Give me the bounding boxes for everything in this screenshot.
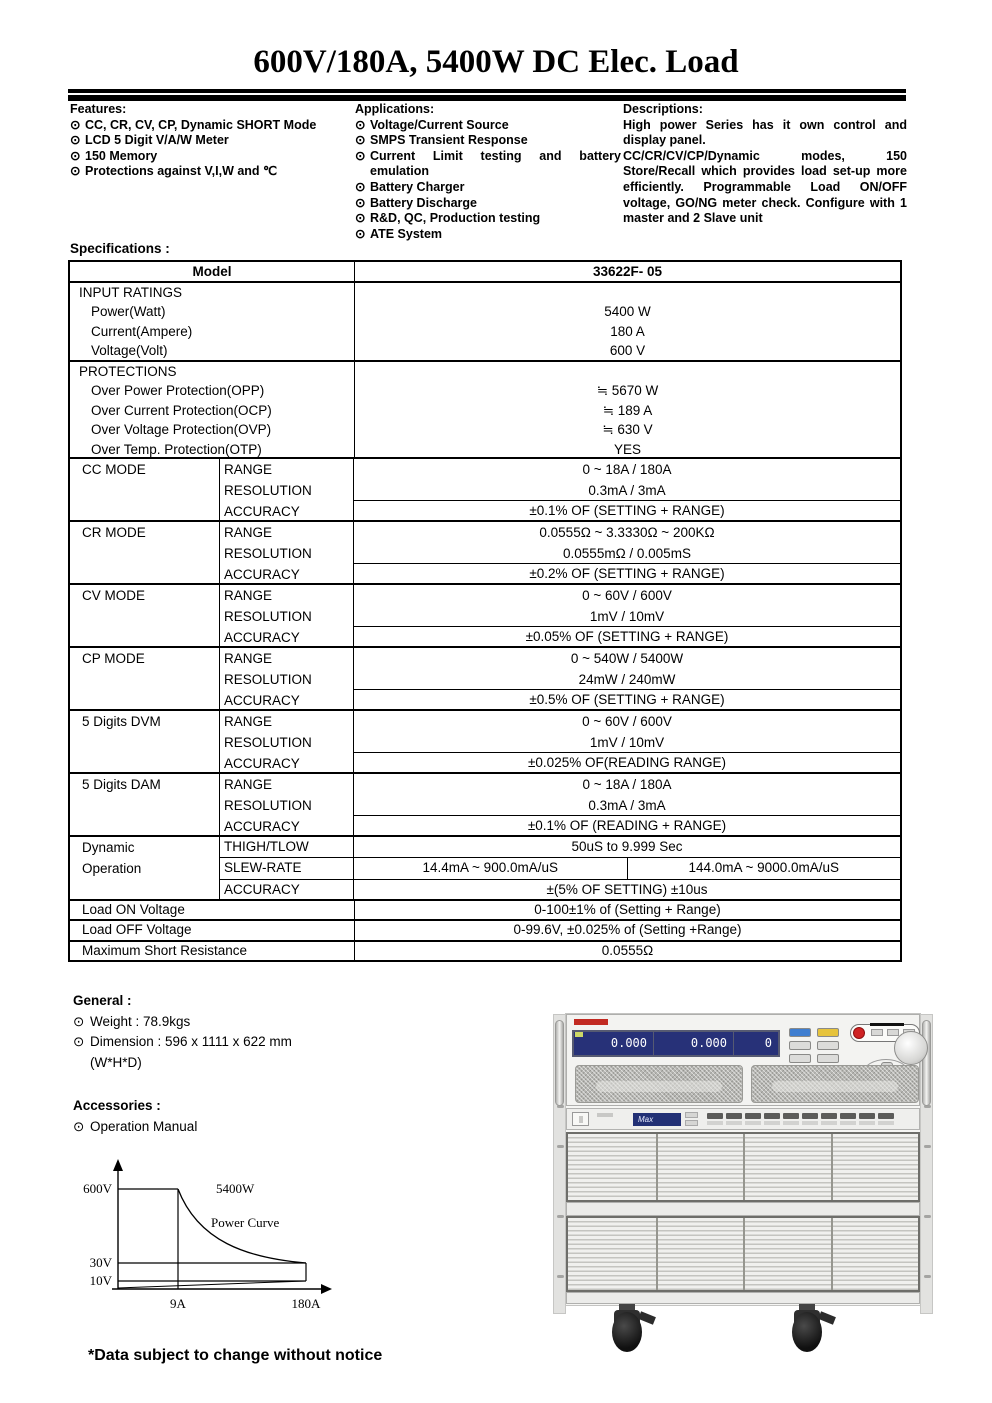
display-indicator-icon <box>575 1032 583 1037</box>
descriptions-paragraph: CC/CR/CV/CP/Dynamic modes, 150 Store/Recall which provides load set-up more efficiently. Programmable Load ON/OFF voltage, GO/NG meter check. Configure with 1 master and 2 Slave unit <box>623 148 907 226</box>
panel-button <box>789 1041 811 1050</box>
row-value: 50uS to 9.999 Sec <box>571 839 683 854</box>
strip-button-row <box>726 1121 742 1125</box>
mode-range: 0.0555Ω ~ 3.3330Ω ~ 200KΩ <box>539 525 715 540</box>
display-segment: 0 <box>764 1036 772 1050</box>
row-value: 0-100±1% of (Setting + Range) <box>534 902 721 917</box>
handle-right <box>922 1020 931 1106</box>
accessories-heading: Accessories : <box>73 1098 161 1113</box>
mode-accuracy: ±0.2% OF (SETTING + RANGE) <box>529 566 725 581</box>
protections-row <box>70 360 900 457</box>
brake-lever <box>638 1311 656 1324</box>
sub-label: ACCURACY <box>224 819 300 834</box>
general-text: Dimension : 596 x 1111 x 622 mm <box>90 1034 292 1049</box>
bullet-icon: ⊙ <box>355 195 366 210</box>
power-switch <box>572 1112 589 1126</box>
x-tick-label: 180A <box>291 1296 321 1311</box>
features-section <box>70 102 354 180</box>
mode-name: CC MODE <box>70 459 220 520</box>
general-heading: General : <box>73 993 132 1008</box>
table-row <box>70 919 900 939</box>
mode-resolution: 0.3mA / 3mA <box>588 798 666 813</box>
button-group-label <box>870 1023 904 1026</box>
sub-label: RESOLUTION <box>224 798 312 813</box>
mode-resolution: 24mW / 240mW <box>578 672 676 687</box>
list-item <box>70 149 354 165</box>
row-value: ≒ 630 V <box>602 422 653 438</box>
mode-row <box>70 520 900 583</box>
x-axis-arrow-icon <box>321 1284 332 1294</box>
screw-icon <box>924 1215 931 1218</box>
table-row <box>70 899 900 919</box>
mode-range: 0 ~ 18A / 180A <box>582 462 672 477</box>
power-curve-chart <box>66 1155 356 1325</box>
panel-button-blue <box>789 1028 811 1037</box>
strip-button-row <box>878 1121 894 1125</box>
sub-label: ACCURACY <box>224 504 300 519</box>
row-label: Current(Ampere) <box>91 323 193 339</box>
bullet-icon: ⊙ <box>355 226 366 241</box>
bullet-icon: ⊙ <box>70 117 81 132</box>
row-value: 0-99.6V, ±0.025% of (Setting +Range) <box>513 922 742 938</box>
mode-resolution: 1mV / 10mV <box>589 735 665 750</box>
louver-panel-lower <box>566 1216 920 1292</box>
table-row <box>70 940 900 960</box>
list-item <box>355 118 621 134</box>
small-button <box>887 1029 899 1036</box>
louver-divider <box>743 1218 745 1290</box>
strip-button-row <box>840 1121 856 1125</box>
strip-button-row <box>821 1121 837 1125</box>
lcd-display <box>572 1030 780 1057</box>
mode-row <box>70 709 900 772</box>
list-item <box>73 1032 292 1053</box>
application-text: Voltage/Current Source <box>370 117 509 132</box>
mode-accuracy: ±0.1% OF (SETTING + RANGE) <box>529 503 725 518</box>
sub-label: RANGE <box>224 588 273 603</box>
power-button <box>853 1027 865 1039</box>
general-section <box>73 991 292 1073</box>
sub-label: ACCURACY <box>224 693 300 708</box>
sub-label: THIGH/TLOW <box>220 837 354 857</box>
bullet-icon: ⊙ <box>73 1118 85 1134</box>
device-photo <box>553 1010 933 1355</box>
row-label: Over Temp. Protection(OTP) <box>91 441 262 457</box>
strip-button <box>707 1113 723 1119</box>
sub-label: ACCURACY <box>224 630 300 645</box>
louver-panel-upper <box>566 1132 920 1202</box>
strip-button <box>859 1113 875 1119</box>
bullet-icon: ⊙ <box>73 1013 85 1029</box>
sub-label: RESOLUTION <box>224 735 312 750</box>
mode-range: 0 ~ 60V / 600V <box>582 714 672 729</box>
curve-annotation: Power Curve <box>211 1215 280 1230</box>
louver-divider <box>656 1134 658 1200</box>
display-segment: 0.000 <box>654 1032 734 1055</box>
mode-name: 5 Digits DAM <box>70 774 220 835</box>
screw-icon <box>557 1145 564 1148</box>
bullet-icon: ⊙ <box>355 211 366 226</box>
mesh-highlight <box>772 1081 898 1092</box>
features-list <box>70 118 354 180</box>
bullet-icon: ⊙ <box>355 148 366 163</box>
title-rule <box>68 89 906 101</box>
row-value: 14.4mA ~ 900.0mA/uS <box>354 858 628 878</box>
bullet-icon: ⊙ <box>70 133 81 148</box>
strip-button <box>726 1113 742 1119</box>
mode-accuracy: ±0.025% OF(READING RANGE) <box>528 755 726 770</box>
feature-text: 150 Memory <box>85 148 158 163</box>
mode-resolution: 0.0555mΩ / 0.005mS <box>563 546 691 561</box>
mode-range: 0 ~ 540W / 5400W <box>570 651 684 666</box>
group-title: INPUT RATINGS <box>79 285 183 300</box>
strip-icon <box>685 1120 698 1126</box>
louver-divider <box>743 1134 745 1200</box>
small-button <box>871 1029 883 1036</box>
features-heading: Features: <box>70 102 127 116</box>
model-value: 33622F- 05 <box>592 264 663 279</box>
list-item <box>355 227 621 243</box>
strip-label <box>597 1113 613 1117</box>
sub-label: RESOLUTION <box>224 672 312 687</box>
x-tick-label: 9A <box>170 1296 186 1311</box>
handle-left <box>555 1020 564 1106</box>
louver-divider <box>656 1218 658 1290</box>
application-text: Current Limit testing and battery emulation <box>370 148 621 179</box>
sub-label: ACCURACY <box>224 567 300 582</box>
list-item <box>355 180 621 196</box>
strip-button <box>840 1113 856 1119</box>
application-text: Battery Discharge <box>370 195 477 210</box>
strip-button-row <box>745 1121 761 1125</box>
descriptions-paragraph: High power Series has it own control and display panel. <box>623 117 907 148</box>
sub-label: RANGE <box>224 525 273 540</box>
mesh-highlight <box>596 1081 722 1092</box>
bullet-icon: ⊙ <box>70 164 81 179</box>
master-control-strip <box>566 1108 920 1130</box>
row-label: Voltage(Volt) <box>91 342 168 358</box>
application-text: Battery Charger <box>370 179 465 194</box>
louver-divider <box>831 1218 833 1290</box>
vent-mesh-right <box>751 1065 919 1103</box>
panel-button <box>789 1054 811 1063</box>
mode-name: 5 Digits DVM <box>70 711 220 772</box>
mode-name: CV MODE <box>70 585 220 646</box>
list-item <box>355 211 621 227</box>
screw-icon <box>924 1145 931 1148</box>
row-label: Maximum Short Resistance <box>70 942 355 960</box>
row-value: 5400 W <box>604 304 651 320</box>
row-label: Dynamic <box>82 840 135 855</box>
row-label: Over Power Protection(OPP) <box>91 383 265 399</box>
specifications-table <box>68 260 902 962</box>
sub-label: RESOLUTION <box>224 546 312 561</box>
sub-label: RANGE <box>224 714 273 729</box>
y-tick-label: 600V <box>83 1181 112 1196</box>
screw-icon <box>924 1275 931 1278</box>
display-segment: 0.000 <box>574 1032 654 1055</box>
mode-resolution: 1mV / 10mV <box>589 609 665 624</box>
row-label: Load ON Voltage <box>70 901 355 919</box>
bullet-icon: ⊙ <box>355 133 366 148</box>
strip-button <box>821 1113 837 1119</box>
list-item <box>70 164 354 180</box>
strip-button <box>878 1113 894 1119</box>
feature-text: CC, CR, CV, CP, Dynamic SHORT Mode <box>85 117 317 132</box>
bullet-icon: ⊙ <box>355 179 366 194</box>
panel-button <box>817 1054 839 1063</box>
model-label: Model <box>70 262 355 281</box>
brand-logo <box>574 1019 608 1025</box>
panel-button-yellow <box>817 1028 839 1037</box>
louver-divider <box>831 1134 833 1200</box>
sub-label: RANGE <box>224 777 273 792</box>
input-ratings-row <box>70 283 900 360</box>
strip-icon <box>685 1112 698 1118</box>
strip-button <box>745 1113 761 1119</box>
mode-accuracy: ±0.1% OF (READING + RANGE) <box>527 818 727 833</box>
power-annotation: 5400W <box>216 1181 255 1196</box>
chassis-band <box>566 1292 920 1304</box>
mode-accuracy: ±0.5% OF (SETTING + RANGE) <box>529 692 725 707</box>
mode-row <box>70 646 900 709</box>
dynamic-operation-row <box>70 835 900 899</box>
specifications-heading: Specifications : <box>70 241 170 256</box>
row-value: 0.0555Ω <box>601 942 654 958</box>
caster-wheel <box>601 1304 657 1356</box>
strip-button-row <box>859 1121 875 1125</box>
accessories-section <box>73 1096 197 1137</box>
sub-label: RANGE <box>224 462 273 477</box>
list-item <box>73 1117 197 1138</box>
strip-button-row <box>783 1121 799 1125</box>
row-label: Power(Watt) <box>91 304 166 320</box>
switch-rocker <box>579 1116 583 1123</box>
group-title: PROTECTIONS <box>79 364 177 379</box>
caster-wheel <box>781 1304 837 1356</box>
strip-button <box>764 1113 780 1119</box>
list-item <box>355 149 621 180</box>
descriptions-heading: Descriptions: <box>623 102 703 116</box>
descriptions-section <box>623 102 907 227</box>
y-tick-label: 30V <box>89 1255 112 1270</box>
strip-button-row <box>802 1121 818 1125</box>
bullet-icon: ⊙ <box>355 117 366 132</box>
front-panel <box>566 1014 920 1106</box>
panel-button <box>817 1041 839 1050</box>
strip-button <box>802 1113 818 1119</box>
footer-note: *Data subject to change without notice <box>88 1347 383 1364</box>
vent-mesh-left <box>575 1065 743 1103</box>
list-item <box>70 118 354 134</box>
row-value: 144.0mA ~ 9000.0mA/uS <box>688 860 839 876</box>
general-text: Weight : 78.9kgs <box>90 1013 191 1029</box>
screw-icon <box>557 1215 564 1218</box>
list-item <box>70 133 354 149</box>
strip-button-row <box>764 1121 780 1125</box>
mode-range: 0 ~ 18A / 180A <box>582 777 672 792</box>
sub-label: SLEW-RATE <box>220 858 354 878</box>
row-label: Over Current Protection(OCP) <box>91 402 272 418</box>
strip-button <box>783 1113 799 1119</box>
table-header-row <box>70 262 900 283</box>
sub-label: RESOLUTION <box>224 609 312 624</box>
application-text: ATE System <box>370 226 443 241</box>
mode-name: CR MODE <box>70 522 220 583</box>
sub-label: ACCURACY <box>224 756 300 771</box>
page-title: 600V/180A, 5400W DC Elec. Load <box>253 44 739 80</box>
screw-icon <box>557 1275 564 1278</box>
sub-label: RANGE <box>224 651 273 666</box>
applications-heading: Applications: <box>355 102 435 116</box>
sub-label: RESOLUTION <box>224 483 312 498</box>
list-item <box>355 133 621 149</box>
accessory-text: Operation Manual <box>90 1118 198 1134</box>
row-label: Over Voltage Protection(OVP) <box>91 422 272 438</box>
feature-text: LCD 5 Digit V/A/W Meter <box>85 133 229 148</box>
chassis-band <box>566 1202 920 1216</box>
mode-row <box>70 583 900 646</box>
applications-section <box>355 102 621 242</box>
row-value: ±(5% OF SETTING) ±10us <box>546 881 708 897</box>
feature-text: Protections against V,I,W and ℃ <box>85 164 278 179</box>
mode-range: 0 ~ 60V / 600V <box>582 588 672 603</box>
mode-accuracy: ±0.05% OF (SETTING + RANGE) <box>525 629 729 644</box>
bullet-icon: ⊙ <box>70 148 81 163</box>
row-value: 180 A <box>610 323 645 339</box>
y-tick-label: 10V <box>89 1273 112 1288</box>
mode-row <box>70 457 900 520</box>
rotary-knob <box>894 1031 928 1065</box>
row-label: Load OFF Voltage <box>70 921 355 939</box>
bullet-icon: ⊙ <box>73 1034 85 1049</box>
strip-button-row <box>707 1121 723 1125</box>
sub-label: ACCURACY <box>220 880 354 899</box>
mode-resolution: 0.3mA / 3mA <box>588 483 666 498</box>
row-label: Operation <box>82 861 142 876</box>
row-value: ≒ 5670 W <box>596 383 659 399</box>
dimension-note: (W*H*D) <box>90 1054 142 1070</box>
row-value: 600 V <box>609 342 646 358</box>
list-item <box>73 1012 292 1033</box>
mode-name: CP MODE <box>70 648 220 709</box>
applications-list <box>355 118 621 243</box>
row-value: YES <box>613 441 641 457</box>
brake-lever <box>818 1311 836 1324</box>
mini-display: Max <box>633 1113 681 1126</box>
application-text: R&D, QC, Production testing <box>370 211 541 226</box>
mode-row <box>70 772 900 835</box>
list-item <box>355 196 621 212</box>
application-text: SMPS Transient Response <box>370 133 528 148</box>
y-axis-arrow-icon <box>113 1159 123 1171</box>
row-value: ≒ 189 A <box>602 402 653 418</box>
